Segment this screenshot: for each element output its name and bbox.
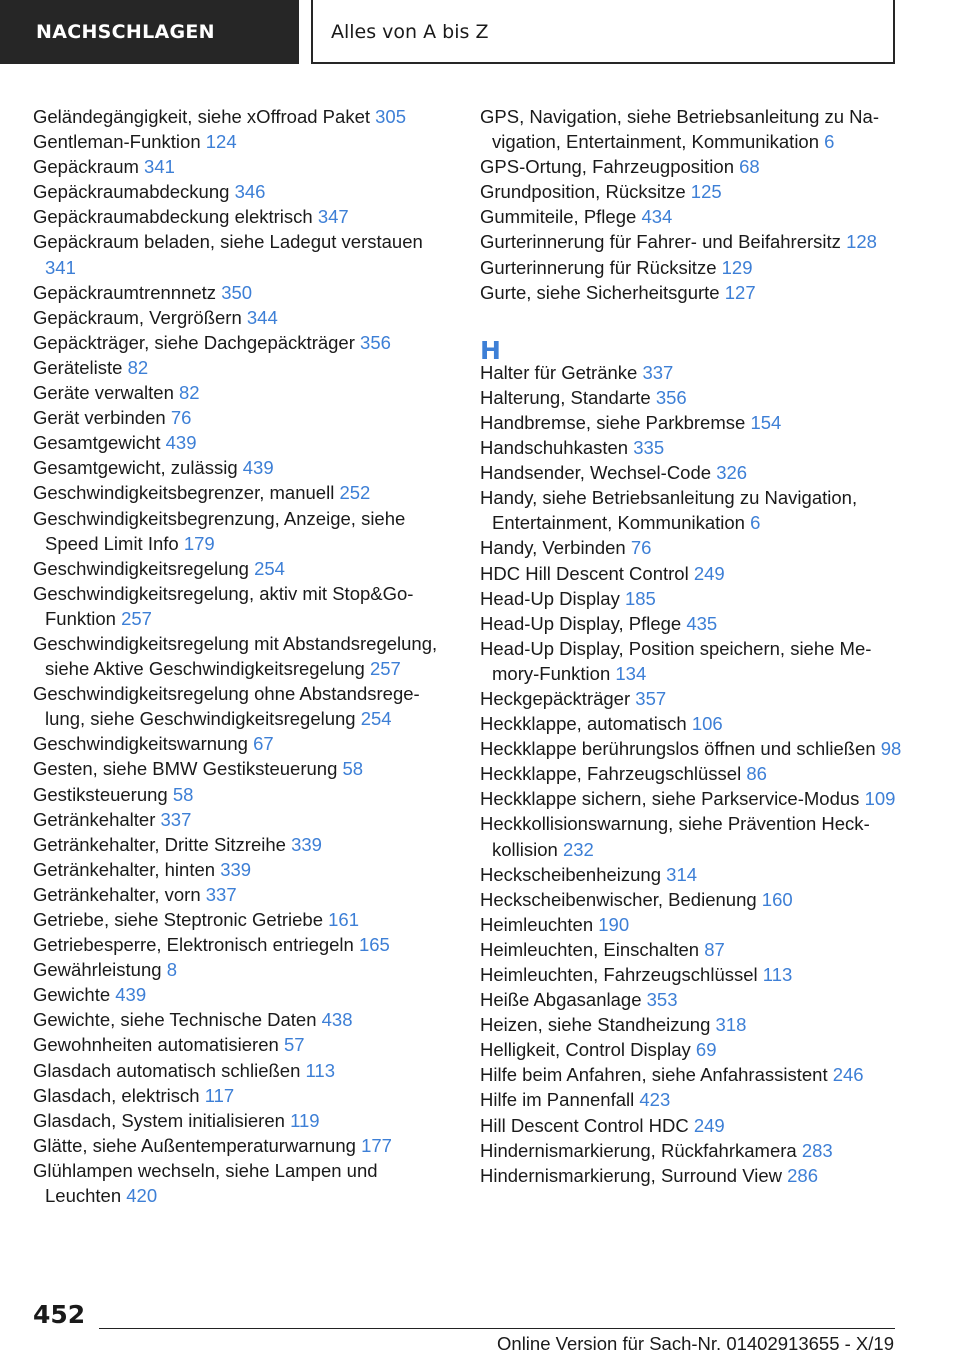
index-term: Gurterinnerung für Fahrer- und Beifahrersitz <box>480 231 847 253</box>
page-reference-link[interactable]: 86 <box>746 763 767 785</box>
index-entry <box>480 1113 905 1138</box>
page-reference-link[interactable]: 252 <box>339 482 371 504</box>
index-entry <box>480 1138 905 1163</box>
index-entry <box>33 506 445 556</box>
index-term: Head-Up Display, Pflege <box>480 612 687 634</box>
index-term: Hilfe beim Anfahren, siehe Anfahrassistent <box>480 1064 833 1086</box>
index-entry <box>480 104 905 154</box>
index-term: Gepäckraum beladen, siehe Ladegut verstauen <box>33 231 423 253</box>
index-entry <box>480 385 905 410</box>
page-reference-link[interactable]: 254 <box>254 557 285 579</box>
index-entry <box>480 229 905 254</box>
index-entry <box>480 460 905 485</box>
index-entry <box>33 882 445 907</box>
page-reference-link[interactable]: 356 <box>655 386 687 408</box>
page-reference-link[interactable]: 318 <box>715 1014 747 1036</box>
page-reference-link[interactable]: 87 <box>704 938 725 960</box>
page-reference-link[interactable]: 113 <box>305 1059 335 1081</box>
page-reference-link[interactable]: 337 <box>205 883 237 905</box>
page-reference-link[interactable]: 350 <box>221 281 253 303</box>
index-entry <box>33 480 445 505</box>
index-term: Geschwindigkeitsregelung <box>33 557 255 579</box>
index-entry <box>33 455 445 480</box>
index-entry <box>33 430 445 455</box>
index-term: Glasdach, elektrisch <box>33 1084 205 1106</box>
index-entry <box>480 154 905 179</box>
index-entry <box>33 581 445 631</box>
index-entry <box>33 782 445 807</box>
index-term: Geländegängigkeit, siehe xOffroad Paket <box>33 106 376 127</box>
page-reference-link[interactable]: 357 <box>635 687 667 709</box>
index-entry <box>480 204 905 229</box>
index-term: Halterung, Standarte <box>480 386 656 408</box>
page-reference-link[interactable]: 305 <box>375 106 407 127</box>
index-term: Gewichte, siehe Technische Daten <box>33 1009 322 1031</box>
page-reference-link[interactable]: 341 <box>45 256 76 278</box>
index-term: Heckgepäckträger <box>480 687 636 709</box>
page-header <box>0 0 960 66</box>
page-number: 452 <box>33 1300 86 1329</box>
index-entry <box>480 179 905 204</box>
index-entry <box>480 255 905 280</box>
page-reference-link[interactable]: 346 <box>234 181 266 203</box>
index-entry <box>480 636 905 686</box>
page-reference-link[interactable]: 124 <box>205 131 237 153</box>
index-term: GPS-Ortung, Fahrzeugposition <box>480 156 740 178</box>
page-reference-link[interactable]: 341 <box>144 156 175 178</box>
index-entry <box>33 957 445 982</box>
page-reference-link[interactable]: 127 <box>724 281 756 303</box>
index-term: Gewohnheiten automatisieren <box>33 1034 284 1056</box>
page-reference-link[interactable]: 185 <box>624 587 656 609</box>
index-entry <box>33 104 445 129</box>
index-entry <box>480 736 905 761</box>
page-reference-link[interactable]: 326 <box>716 462 748 484</box>
index-entry <box>33 305 445 330</box>
index-term: Glasdach, System initialisieren <box>33 1109 291 1131</box>
index-term: Handbremse, siehe Parkbremse <box>480 411 751 433</box>
page-reference-link[interactable]: 286 <box>787 1164 818 1186</box>
page-reference-link[interactable]: 249 <box>693 562 725 584</box>
page-reference-link[interactable]: 67 <box>253 733 274 755</box>
index-term: Geschwindigkeitswarnung <box>33 733 254 755</box>
page-reference-link[interactable]: 356 <box>360 331 391 353</box>
index-term: Glasdach automatisch schließen <box>33 1059 306 1081</box>
index-term: Geräteliste <box>33 356 128 378</box>
index-entry <box>480 280 905 305</box>
page-reference-link[interactable]: 98 <box>880 738 902 760</box>
index-column-left <box>33 104 445 1208</box>
index-term: Gerät verbinden <box>33 407 171 429</box>
page-reference-link[interactable]: 119 <box>290 1109 320 1131</box>
footer-version-text: Online Version für Sach-Nr. 01402913655 - X/19 <box>497 1333 894 1354</box>
index-entry <box>33 129 445 154</box>
index-entry <box>480 937 905 962</box>
page-reference-link[interactable]: 344 <box>246 306 278 328</box>
index-entry <box>480 535 905 560</box>
index-entry <box>480 410 905 435</box>
index-term: Gestiksteuerung <box>33 783 173 805</box>
index-entry <box>33 179 445 204</box>
index-term: Gepäckträger, siehe Dachgepäckträger <box>33 331 361 353</box>
index-term: Hindernismarkierung, Rückfahrkamera <box>480 1139 802 1161</box>
page-reference-link[interactable]: 435 <box>686 612 718 634</box>
page-reference-link[interactable]: 190 <box>598 913 630 935</box>
index-term: GPS, Navigation, siehe Betriebsanleitung zu Navigation, Entertainment, Kommunikation <box>480 106 880 153</box>
page-reference-link[interactable]: 129 <box>721 256 753 278</box>
index-term: Getriebe, siehe Steptronic Getriebe <box>33 909 329 930</box>
page-reference-link[interactable]: 439 <box>115 984 147 1006</box>
index-term: Gurte, siehe Sicherheitsgurte <box>480 281 725 303</box>
index-entry <box>480 1163 905 1188</box>
index-term: Heimleuchten, Fahrzeugschlüssel <box>480 964 763 985</box>
index-term: Heimleuchten <box>480 913 599 935</box>
index-term: Geschwindigkeitsregelung ohne Abstandsregelung, siehe Geschwindigkeitsregelung <box>33 683 420 730</box>
page-reference-link[interactable]: 246 <box>832 1064 864 1086</box>
index-entry <box>480 862 905 887</box>
page-reference-link[interactable]: 6 <box>824 131 835 153</box>
index-entry <box>480 586 905 611</box>
index-entry <box>33 330 445 355</box>
chapter-title: Alles von A bis Z <box>311 0 895 64</box>
index-entry <box>33 631 445 681</box>
index-entry <box>480 611 905 636</box>
index-entry <box>480 1062 905 1087</box>
index-term: Head-Up Display <box>480 587 625 609</box>
index-entry <box>33 982 445 1007</box>
page-reference-link[interactable]: 6 <box>750 512 761 534</box>
index-term: Heckkollisionswarnung, siehe Prävention Heckkollision <box>480 813 870 860</box>
page-reference-link[interactable]: 128 <box>846 231 877 253</box>
index-entry <box>480 1037 905 1062</box>
page-reference-link[interactable]: 57 <box>283 1034 305 1056</box>
index-entry <box>33 1158 445 1208</box>
index-term: Getränkehalter, vorn <box>33 883 206 905</box>
index-term: Gepäckraum <box>33 156 145 178</box>
index-term: Halter für Getränke <box>480 361 643 383</box>
index-term: HDC Hill Descent Control <box>480 562 694 584</box>
index-term: Gewichte <box>33 984 116 1006</box>
index-term: Heckscheibenheizung <box>480 863 667 885</box>
index-term: Gummiteile, Pflege <box>480 206 642 228</box>
index-entry <box>480 360 905 385</box>
page-reference-link[interactable]: 283 <box>801 1139 833 1161</box>
page-reference-link[interactable]: 434 <box>641 206 673 228</box>
page-reference-link[interactable]: 8 <box>166 959 177 981</box>
page-reference-link[interactable]: 438 <box>321 1009 353 1031</box>
index-term: Getriebesperre, Elektronisch entriegeln <box>33 934 359 956</box>
index-entry <box>33 907 445 932</box>
section-tab: NACHSCHLAGEN <box>0 0 299 64</box>
index-term: Geräte verwalten <box>33 382 180 404</box>
index-entry <box>33 1032 445 1057</box>
page-reference-link[interactable]: 82 <box>127 356 149 378</box>
index-term: Getränkehalter, Dritte Sitzreihe <box>33 833 292 855</box>
index-entry <box>33 807 445 832</box>
page-reference-link[interactable]: 439 <box>165 432 197 454</box>
index-entry <box>33 1007 445 1032</box>
index-term: Gentleman-Funktion <box>33 131 206 153</box>
page-reference-link[interactable]: 125 <box>690 181 722 203</box>
index-entry <box>480 561 905 586</box>
page-reference-link[interactable]: 249 <box>693 1114 725 1136</box>
index-entry <box>480 786 905 811</box>
index-entry <box>480 987 905 1012</box>
index-entry <box>33 355 445 380</box>
index-term: Hill Descent Control HDC <box>480 1114 694 1136</box>
index-term: Glätte, siehe Außentemperaturwarnung <box>33 1134 362 1156</box>
index-term: Gesamtgewicht, zulässig <box>33 457 243 479</box>
index-group-h <box>480 360 905 1188</box>
index-term: Handy, siehe Betriebsanleitung zu Navigation, Entertainment, Kommunikation <box>480 487 858 534</box>
page-reference-link[interactable]: 82 <box>179 382 200 404</box>
index-term: Heimleuchten, Einschalten <box>480 938 705 960</box>
index-term: Heckklappe sichern, siehe Parkservice-Modus <box>480 788 865 810</box>
index-entry <box>33 932 445 957</box>
page-reference-link[interactable]: 58 <box>342 758 364 780</box>
index-entry <box>33 731 445 756</box>
index-term: Geschwindigkeitsregelung, aktiv mit Stop&Go-Funktion <box>33 582 414 629</box>
index-column-right <box>480 104 905 1188</box>
index-term: Heckklappe berührungslos öffnen und schließen <box>480 738 881 760</box>
index-entry <box>33 756 445 781</box>
index-entry <box>480 1012 905 1037</box>
index-term: Gepäckraumabdeckung elektrisch <box>33 206 318 228</box>
index-entry <box>480 1087 905 1112</box>
page-reference-link[interactable]: 179 <box>183 532 215 554</box>
page-reference-link[interactable]: 420 <box>126 1185 158 1207</box>
index-entry <box>480 811 905 861</box>
index-term: Gewährleistung <box>33 959 167 981</box>
index-entry <box>33 1083 445 1108</box>
index-entry <box>480 912 905 937</box>
index-entry <box>480 761 905 786</box>
index-term: Getränkehalter <box>33 808 161 830</box>
index-term: Geschwindigkeitsbegrenzung, Anzeige, siehe Speed Limit Info <box>33 507 406 554</box>
index-term: Gesamtgewicht <box>33 432 166 454</box>
page-reference-link[interactable]: 165 <box>358 934 390 956</box>
index-term: Gesten, siehe BMW Gestiksteuerung <box>33 758 343 780</box>
page-reference-link[interactable]: 69 <box>695 1039 717 1061</box>
index-term: Gepäckraumabdeckung <box>33 181 235 203</box>
page-reference-link[interactable]: 109 <box>864 788 896 810</box>
page-reference-link[interactable]: 160 <box>761 888 793 910</box>
index-term: Handsender, Wechsel-Code <box>480 462 717 484</box>
page-reference-link[interactable]: 134 <box>615 662 647 684</box>
page-reference-link[interactable]: 113 <box>762 964 793 985</box>
page-reference-link[interactable]: 254 <box>360 708 392 730</box>
section-letter-heading: H <box>480 335 501 365</box>
page-reference-link[interactable]: 232 <box>562 838 594 860</box>
index-term: Geschwindigkeitsregelung mit Abstandsregelung, siehe Aktive Geschwindigkeitsregelung <box>33 632 438 680</box>
index-entry <box>480 485 905 535</box>
page-reference-link[interactable]: 439 <box>242 457 274 479</box>
index-entry <box>33 204 445 229</box>
index-term: Geschwindigkeitsbegrenzer, manuell <box>33 482 340 504</box>
index-entry <box>33 681 445 731</box>
page-reference-link[interactable]: 154 <box>750 411 782 433</box>
index-entry <box>33 1108 445 1133</box>
page-reference-link[interactable]: 335 <box>633 437 665 459</box>
index-term: Heiße Abgasanlage <box>480 989 647 1011</box>
index-entry <box>33 832 445 857</box>
index-term: Hilfe im Pannenfall <box>480 1089 640 1111</box>
page-reference-link[interactable]: 177 <box>361 1134 392 1156</box>
index-group-g <box>480 104 905 305</box>
index-entry <box>33 1133 445 1158</box>
index-term: Head-Up Display, Position speichern, siehe Memory-Funktion <box>480 637 872 684</box>
index-entry <box>33 154 445 179</box>
page-reference-link[interactable]: 353 <box>646 989 678 1011</box>
footer-divider <box>99 1328 895 1329</box>
page-reference-link[interactable]: 314 <box>666 863 698 885</box>
index-entry <box>480 711 905 736</box>
index-term: Heckklappe, Fahrzeugschlüssel <box>480 763 747 785</box>
index-term: Helligkeit, Control Display <box>480 1039 696 1061</box>
page-reference-link[interactable]: 423 <box>639 1089 671 1111</box>
index-entry <box>480 962 905 987</box>
index-entry <box>33 280 445 305</box>
index-entry <box>33 1058 445 1083</box>
page-reference-link[interactable]: 257 <box>369 658 401 680</box>
page-reference-link[interactable]: 106 <box>691 713 723 735</box>
index-term: Getränkehalter, hinten <box>33 858 221 880</box>
page-reference-link[interactable]: 337 <box>160 808 192 830</box>
index-entry <box>480 435 905 460</box>
index-entry <box>33 857 445 882</box>
index-entry <box>480 887 905 912</box>
index-entry <box>33 380 445 405</box>
index-entry <box>33 405 445 430</box>
page-reference-link[interactable]: 339 <box>291 833 322 855</box>
page-reference-link[interactable]: 347 <box>317 206 349 228</box>
page-reference-link[interactable]: 58 <box>172 783 194 805</box>
index-term: Gepäckraumtrennnetz <box>33 281 222 303</box>
page-reference-link[interactable]: 117 <box>204 1084 235 1106</box>
page-reference-link[interactable]: 339 <box>220 858 252 880</box>
index-term: Glühlampen wechseln, siehe Lampen und Leuchten <box>33 1159 378 1207</box>
page-reference-link[interactable]: 161 <box>328 909 360 930</box>
page-reference-link[interactable]: 76 <box>630 537 652 559</box>
page-reference-link[interactable]: 76 <box>170 407 192 429</box>
index-entry <box>33 556 445 581</box>
index-entry <box>33 229 445 279</box>
page-reference-link[interactable]: 68 <box>739 156 760 178</box>
index-term: Handschuhkasten <box>480 437 634 459</box>
index-term: Gurterinnerung für Rücksitze <box>480 256 722 278</box>
index-term: Heckscheibenwischer, Bedienung <box>480 888 762 910</box>
index-entry <box>480 686 905 711</box>
index-term: Grundposition, Rücksitze <box>480 181 691 203</box>
index-term: Handy, Verbinden <box>480 537 631 559</box>
page-reference-link[interactable]: 257 <box>121 607 152 629</box>
index-term: Gepäckraum, Vergrößern <box>33 306 247 328</box>
index-term: Hindernismarkierung, Surround View <box>480 1164 788 1186</box>
page-reference-link[interactable]: 337 <box>642 361 674 383</box>
index-term: Heizen, siehe Standheizung <box>480 1014 716 1036</box>
index-term: Heckklappe, automatisch <box>480 713 692 735</box>
